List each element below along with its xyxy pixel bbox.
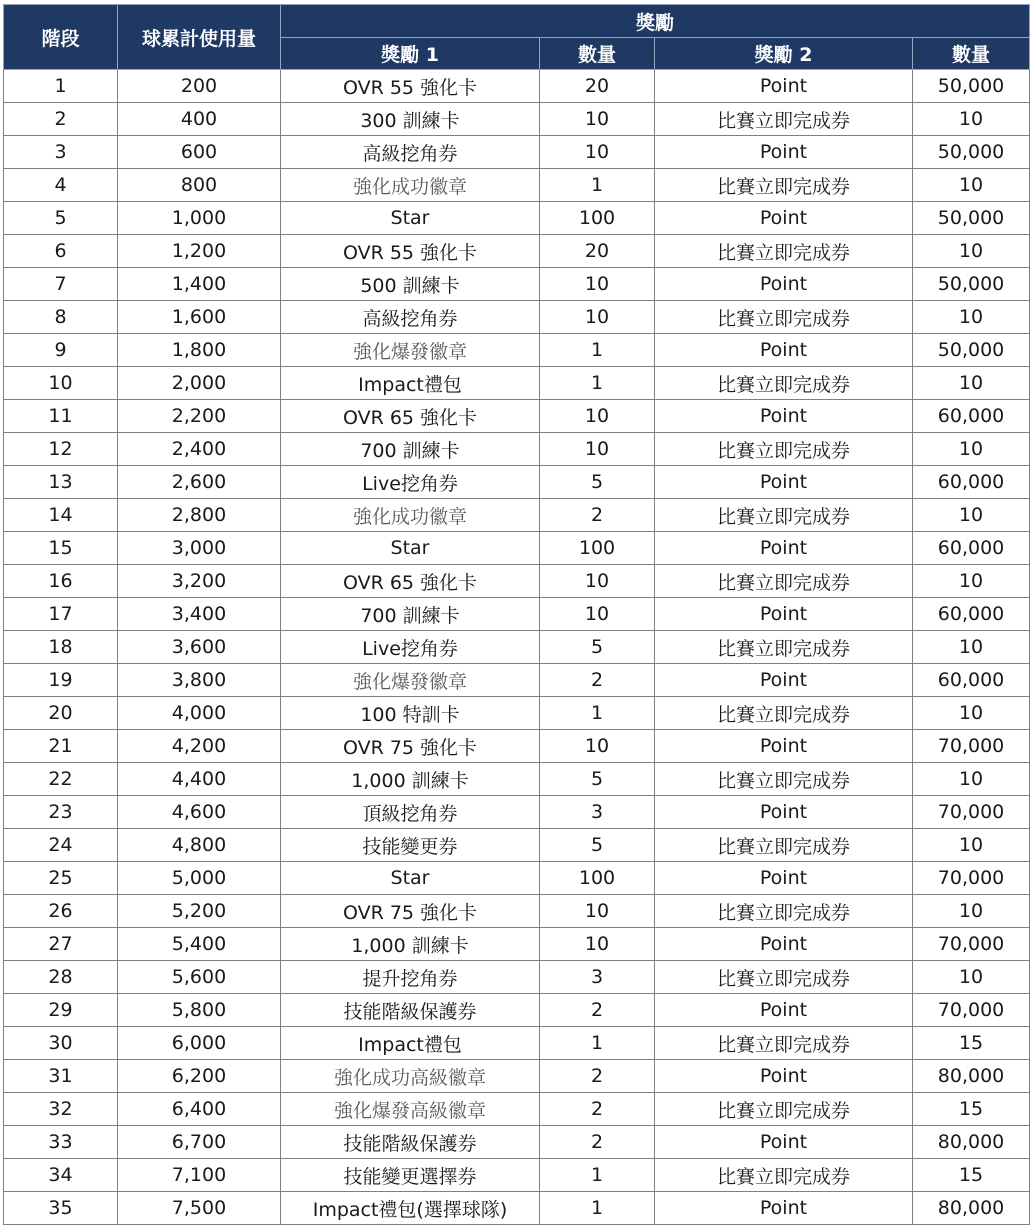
table-row — [4, 1192, 1030, 1225]
reward-2-cell: Point — [655, 136, 913, 169]
quantity-1-cell: 1 — [540, 367, 655, 400]
usage-cell: 1,200 — [118, 235, 281, 268]
reward-1-cell: 強化爆發高級徽章 — [281, 1093, 540, 1126]
usage-cell: 1,000 — [118, 202, 281, 235]
table-row — [4, 1126, 1030, 1159]
table-row — [4, 136, 1030, 169]
quantity-1-cell: 5 — [540, 829, 655, 862]
quantity-1-cell: 1 — [540, 1027, 655, 1060]
stage-cell: 20 — [4, 697, 118, 730]
stage-cell: 9 — [4, 334, 118, 367]
table-body — [4, 70, 1030, 1225]
usage-cell: 4,000 — [118, 697, 281, 730]
quantity-1-cell: 10 — [540, 895, 655, 928]
table-row — [4, 1159, 1030, 1192]
reward-2-cell: Point — [655, 400, 913, 433]
reward-1-cell: 高級挖角券 — [281, 136, 540, 169]
table-row — [4, 928, 1030, 961]
quantity-2-cell: 10 — [913, 565, 1030, 598]
reward-2-cell: 比賽立即完成券 — [655, 235, 913, 268]
quantity-2-cell: 10 — [913, 499, 1030, 532]
reward-2-cell: 比賽立即完成券 — [655, 1027, 913, 1060]
quantity-2-cell: 10 — [913, 763, 1030, 796]
quantity-2-cell: 70,000 — [913, 730, 1030, 763]
reward-2-cell: Point — [655, 1060, 913, 1093]
stage-cell: 28 — [4, 961, 118, 994]
reward-1-cell: 技能變更券 — [281, 829, 540, 862]
usage-cell: 5,600 — [118, 961, 281, 994]
usage-cell: 3,800 — [118, 664, 281, 697]
table-row — [4, 598, 1030, 631]
quantity-1-cell: 10 — [540, 565, 655, 598]
table-row — [4, 268, 1030, 301]
stage-cell: 32 — [4, 1093, 118, 1126]
quantity-2-cell: 10 — [913, 367, 1030, 400]
stage-cell: 11 — [4, 400, 118, 433]
reward-1-cell: 技能變更選擇券 — [281, 1159, 540, 1192]
usage-cell: 2,000 — [118, 367, 281, 400]
stage-cell: 29 — [4, 994, 118, 1027]
reward-2-cell: 比賽立即完成券 — [655, 301, 913, 334]
quantity-1-cell: 10 — [540, 598, 655, 631]
usage-cell: 4,200 — [118, 730, 281, 763]
stage-cell: 26 — [4, 895, 118, 928]
usage-cell: 3,400 — [118, 598, 281, 631]
reward-1-cell: Star — [281, 202, 540, 235]
quantity-2-cell: 80,000 — [913, 1192, 1030, 1225]
quantity-1-cell: 3 — [540, 796, 655, 829]
reward-2-cell: 比賽立即完成券 — [655, 697, 913, 730]
stage-cell: 12 — [4, 433, 118, 466]
reward-2-cell: 比賽立即完成券 — [655, 565, 913, 598]
quantity-1-cell: 1 — [540, 169, 655, 202]
quantity-2-cell: 60,000 — [913, 466, 1030, 499]
table-row — [4, 202, 1030, 235]
quantity-1-cell: 2 — [540, 499, 655, 532]
quantity-2-cell: 15 — [913, 1093, 1030, 1126]
table-row — [4, 301, 1030, 334]
table-row — [4, 70, 1030, 103]
quantity-1-cell: 100 — [540, 532, 655, 565]
quantity-2-cell: 50,000 — [913, 70, 1030, 103]
usage-cell: 800 — [118, 169, 281, 202]
usage-cell: 200 — [118, 70, 281, 103]
reward-1-cell: OVR 65 強化卡 — [281, 400, 540, 433]
quantity-2-cell: 70,000 — [913, 928, 1030, 961]
table-row — [4, 334, 1030, 367]
table-row — [4, 763, 1030, 796]
usage-cell: 3,600 — [118, 631, 281, 664]
reward-2-cell: Point — [655, 334, 913, 367]
reward-2-cell: Point — [655, 862, 913, 895]
quantity-2-cell: 10 — [913, 895, 1030, 928]
reward-1-cell: 技能階級保護券 — [281, 994, 540, 1027]
stage-cell: 3 — [4, 136, 118, 169]
quantity-2-cell: 70,000 — [913, 994, 1030, 1027]
reward-1-cell: 500 訓練卡 — [281, 268, 540, 301]
usage-cell: 5,000 — [118, 862, 281, 895]
reward-1-cell: Live挖角券 — [281, 466, 540, 499]
stage-cell: 31 — [4, 1060, 118, 1093]
quantity-2-cell: 50,000 — [913, 202, 1030, 235]
quantity-2-cell: 60,000 — [913, 664, 1030, 697]
table-row — [4, 961, 1030, 994]
quantity-1-cell: 1 — [540, 334, 655, 367]
quantity-2-cell: 80,000 — [913, 1060, 1030, 1093]
table-row — [4, 169, 1030, 202]
stage-cell: 5 — [4, 202, 118, 235]
quantity-2-cell: 50,000 — [913, 334, 1030, 367]
table-row — [4, 697, 1030, 730]
stage-cell: 6 — [4, 235, 118, 268]
quantity-2-cell: 80,000 — [913, 1126, 1030, 1159]
stage-cell: 13 — [4, 466, 118, 499]
quantity-2-cell: 15 — [913, 1027, 1030, 1060]
quantity-2-cell: 50,000 — [913, 136, 1030, 169]
quantity-1-cell: 5 — [540, 631, 655, 664]
reward-1-cell: 300 訓練卡 — [281, 103, 540, 136]
stage-cell: 15 — [4, 532, 118, 565]
table-row — [4, 1060, 1030, 1093]
usage-cell: 1,400 — [118, 268, 281, 301]
quantity-2-cell: 60,000 — [913, 532, 1030, 565]
reward-1-cell: Impact禮包(選擇球隊) — [281, 1192, 540, 1225]
usage-cell: 7,100 — [118, 1159, 281, 1192]
stage-cell: 34 — [4, 1159, 118, 1192]
usage-cell: 2,800 — [118, 499, 281, 532]
reward-1-cell: OVR 75 強化卡 — [281, 895, 540, 928]
reward-2-cell: Point — [655, 1192, 913, 1225]
quantity-2-cell: 10 — [913, 301, 1030, 334]
reward-2-cell: 比賽立即完成券 — [655, 961, 913, 994]
quantity-2-cell: 70,000 — [913, 796, 1030, 829]
table-row — [4, 400, 1030, 433]
quantity-1-cell: 2 — [540, 664, 655, 697]
reward-2-cell: 比賽立即完成券 — [655, 499, 913, 532]
quantity-1-cell: 5 — [540, 763, 655, 796]
reward-2-cell: 比賽立即完成券 — [655, 895, 913, 928]
reward-1-cell: OVR 55 強化卡 — [281, 235, 540, 268]
reward-2-cell: 比賽立即完成券 — [655, 763, 913, 796]
quantity-1-cell: 5 — [540, 466, 655, 499]
usage-cell: 5,800 — [118, 994, 281, 1027]
quantity-2-cell: 50,000 — [913, 268, 1030, 301]
quantity-1-cell: 10 — [540, 103, 655, 136]
stage-cell: 1 — [4, 70, 118, 103]
reward-2-cell: 比賽立即完成券 — [655, 1093, 913, 1126]
stage-cell: 8 — [4, 301, 118, 334]
usage-cell: 4,400 — [118, 763, 281, 796]
quantity-2-cell: 10 — [913, 697, 1030, 730]
reward-2-cell: Point — [655, 268, 913, 301]
stage-cell: 22 — [4, 763, 118, 796]
header-quantity-1: 數量 — [540, 38, 655, 70]
reward-2-cell: Point — [655, 664, 913, 697]
stage-cell: 16 — [4, 565, 118, 598]
reward-1-cell: Live挖角券 — [281, 631, 540, 664]
quantity-2-cell: 10 — [913, 961, 1030, 994]
quantity-2-cell: 10 — [913, 433, 1030, 466]
rewards-table — [3, 4, 1030, 1225]
reward-2-cell: Point — [655, 994, 913, 1027]
usage-cell: 5,200 — [118, 895, 281, 928]
table-row — [4, 466, 1030, 499]
reward-2-cell: 比賽立即完成券 — [655, 169, 913, 202]
stage-cell: 27 — [4, 928, 118, 961]
header-reward-1: 獎勵 1 — [281, 38, 540, 70]
usage-cell: 4,800 — [118, 829, 281, 862]
reward-1-cell: 頂級挖角券 — [281, 796, 540, 829]
header-quantity-2: 數量 — [913, 38, 1030, 70]
table-header — [4, 5, 1030, 70]
quantity-1-cell: 2 — [540, 1093, 655, 1126]
usage-cell: 400 — [118, 103, 281, 136]
table-row — [4, 499, 1030, 532]
header-cumulative-usage: 球累計使用量 — [118, 5, 281, 70]
quantity-1-cell: 20 — [540, 70, 655, 103]
stage-cell: 25 — [4, 862, 118, 895]
quantity-1-cell: 10 — [540, 400, 655, 433]
quantity-2-cell: 60,000 — [913, 400, 1030, 433]
stage-cell: 19 — [4, 664, 118, 697]
table-row — [4, 235, 1030, 268]
reward-1-cell: OVR 55 強化卡 — [281, 70, 540, 103]
usage-cell: 4,600 — [118, 796, 281, 829]
reward-1-cell: 100 特訓卡 — [281, 697, 540, 730]
reward-1-cell: OVR 75 強化卡 — [281, 730, 540, 763]
stage-cell: 17 — [4, 598, 118, 631]
quantity-1-cell: 2 — [540, 994, 655, 1027]
table-row — [4, 829, 1030, 862]
quantity-1-cell: 1 — [540, 1159, 655, 1192]
reward-2-cell: 比賽立即完成券 — [655, 631, 913, 664]
usage-cell: 6,400 — [118, 1093, 281, 1126]
stage-cell: 4 — [4, 169, 118, 202]
reward-1-cell: 強化成功高級徽章 — [281, 1060, 540, 1093]
reward-2-cell: Point — [655, 532, 913, 565]
quantity-1-cell: 10 — [540, 301, 655, 334]
reward-2-cell: Point — [655, 1126, 913, 1159]
table-row — [4, 565, 1030, 598]
stage-cell: 33 — [4, 1126, 118, 1159]
reward-2-cell: Point — [655, 928, 913, 961]
reward-2-cell: Point — [655, 598, 913, 631]
quantity-2-cell: 10 — [913, 631, 1030, 664]
reward-2-cell: 比賽立即完成券 — [655, 367, 913, 400]
quantity-2-cell: 70,000 — [913, 862, 1030, 895]
quantity-1-cell: 10 — [540, 268, 655, 301]
usage-cell: 3,200 — [118, 565, 281, 598]
reward-2-cell: 比賽立即完成券 — [655, 829, 913, 862]
usage-cell: 5,400 — [118, 928, 281, 961]
usage-cell: 1,600 — [118, 301, 281, 334]
quantity-2-cell: 15 — [913, 1159, 1030, 1192]
header-rewards: 獎勵 — [281, 5, 1030, 38]
quantity-1-cell: 20 — [540, 235, 655, 268]
reward-2-cell: 比賽立即完成券 — [655, 433, 913, 466]
reward-1-cell: Star — [281, 862, 540, 895]
reward-2-cell: 比賽立即完成券 — [655, 1159, 913, 1192]
reward-1-cell: 強化成功徽章 — [281, 169, 540, 202]
table-row — [4, 1093, 1030, 1126]
quantity-1-cell: 3 — [540, 961, 655, 994]
stage-cell: 10 — [4, 367, 118, 400]
reward-2-cell: Point — [655, 70, 913, 103]
stage-cell: 18 — [4, 631, 118, 664]
reward-1-cell: OVR 65 強化卡 — [281, 565, 540, 598]
reward-1-cell: 1,000 訓練卡 — [281, 763, 540, 796]
table-row — [4, 664, 1030, 697]
quantity-2-cell: 10 — [913, 169, 1030, 202]
table-row — [4, 631, 1030, 664]
table-row — [4, 730, 1030, 763]
reward-2-cell: Point — [655, 466, 913, 499]
header-stage: 階段 — [4, 5, 118, 70]
stage-cell: 24 — [4, 829, 118, 862]
table-row — [4, 367, 1030, 400]
quantity-1-cell: 10 — [540, 136, 655, 169]
usage-cell: 600 — [118, 136, 281, 169]
reward-1-cell: 1,000 訓練卡 — [281, 928, 540, 961]
reward-2-cell: Point — [655, 202, 913, 235]
reward-2-cell: 比賽立即完成券 — [655, 103, 913, 136]
usage-cell: 2,200 — [118, 400, 281, 433]
quantity-2-cell: 10 — [913, 829, 1030, 862]
usage-cell: 6,000 — [118, 1027, 281, 1060]
reward-2-cell: Point — [655, 796, 913, 829]
reward-1-cell: 技能階級保護券 — [281, 1126, 540, 1159]
usage-cell: 2,600 — [118, 466, 281, 499]
stage-cell: 30 — [4, 1027, 118, 1060]
quantity-1-cell: 100 — [540, 202, 655, 235]
quantity-1-cell: 2 — [540, 1126, 655, 1159]
usage-cell: 6,700 — [118, 1126, 281, 1159]
header-row-top — [4, 5, 1030, 38]
stage-cell: 7 — [4, 268, 118, 301]
reward-1-cell: 提升挖角券 — [281, 961, 540, 994]
usage-cell: 1,800 — [118, 334, 281, 367]
usage-cell: 6,200 — [118, 1060, 281, 1093]
reward-1-cell: 700 訓練卡 — [281, 433, 540, 466]
stage-cell: 23 — [4, 796, 118, 829]
table-row — [4, 433, 1030, 466]
quantity-2-cell: 10 — [913, 235, 1030, 268]
quantity-1-cell: 10 — [540, 730, 655, 763]
quantity-2-cell: 60,000 — [913, 598, 1030, 631]
stage-cell: 21 — [4, 730, 118, 763]
reward-1-cell: Impact禮包 — [281, 1027, 540, 1060]
table-row — [4, 532, 1030, 565]
table-row — [4, 895, 1030, 928]
table-row — [4, 994, 1030, 1027]
usage-cell: 7,500 — [118, 1192, 281, 1225]
stage-cell: 14 — [4, 499, 118, 532]
stage-cell: 2 — [4, 103, 118, 136]
reward-1-cell: 強化爆發徽章 — [281, 664, 540, 697]
header-reward-2: 獎勵 2 — [655, 38, 913, 70]
table-row — [4, 862, 1030, 895]
quantity-2-cell: 10 — [913, 103, 1030, 136]
reward-1-cell: 強化成功徽章 — [281, 499, 540, 532]
usage-cell: 2,400 — [118, 433, 281, 466]
stage-cell: 35 — [4, 1192, 118, 1225]
reward-2-cell: Point — [655, 730, 913, 763]
quantity-1-cell: 2 — [540, 1060, 655, 1093]
quantity-1-cell: 10 — [540, 928, 655, 961]
usage-cell: 3,000 — [118, 532, 281, 565]
reward-1-cell: 700 訓練卡 — [281, 598, 540, 631]
quantity-1-cell: 10 — [540, 433, 655, 466]
reward-1-cell: Impact禮包 — [281, 367, 540, 400]
table-row — [4, 1027, 1030, 1060]
reward-1-cell: 高級挖角券 — [281, 301, 540, 334]
table-row — [4, 796, 1030, 829]
quantity-1-cell: 1 — [540, 1192, 655, 1225]
reward-1-cell: Star — [281, 532, 540, 565]
quantity-1-cell: 1 — [540, 697, 655, 730]
table-row — [4, 103, 1030, 136]
reward-1-cell: 強化爆發徽章 — [281, 334, 540, 367]
quantity-1-cell: 100 — [540, 862, 655, 895]
